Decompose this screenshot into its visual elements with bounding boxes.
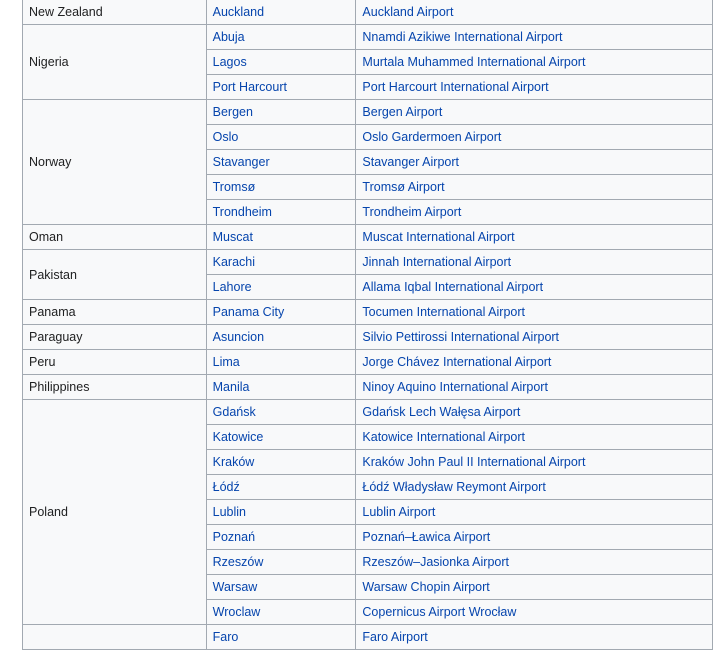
city-link[interactable]: Warsaw xyxy=(212,580,258,594)
city-cell xyxy=(206,25,356,50)
country-cell: Panama xyxy=(23,300,207,325)
city-cell xyxy=(206,50,356,75)
table-row xyxy=(23,350,713,375)
airport-link[interactable]: Bergen Airport xyxy=(362,105,443,119)
airport-cell xyxy=(356,525,713,550)
city-link[interactable]: Tromsø xyxy=(212,180,256,194)
city-cell xyxy=(206,75,356,100)
city-link[interactable]: Łódź xyxy=(212,480,240,494)
city-cell xyxy=(206,250,356,275)
airport-link[interactable]: Copernicus Airport Wrocław xyxy=(362,605,517,619)
country-cell: New Zealand xyxy=(23,0,207,25)
airport-cell xyxy=(356,375,713,400)
city-cell xyxy=(206,125,356,150)
airport-link[interactable]: Murtala Muhammed International Airport xyxy=(362,55,586,69)
city-link[interactable]: Poznań xyxy=(212,530,256,544)
table-row xyxy=(23,300,713,325)
airport-link[interactable]: Auckland Airport xyxy=(362,5,454,19)
city-cell xyxy=(206,100,356,125)
city-link[interactable]: Lima xyxy=(212,355,240,369)
city-link[interactable]: Oslo xyxy=(212,130,239,144)
airport-link[interactable]: Faro Airport xyxy=(362,630,428,644)
airport-link[interactable]: Lublin Airport xyxy=(362,505,436,519)
airport-link[interactable]: Ninoy Aquino International Airport xyxy=(362,380,548,394)
city-link[interactable]: Kraków xyxy=(212,455,255,469)
city-cell xyxy=(206,150,356,175)
city-link[interactable]: Bergen xyxy=(212,105,253,119)
city-link[interactable]: Lublin xyxy=(212,505,247,519)
city-cell xyxy=(206,525,356,550)
city-cell xyxy=(206,575,356,600)
country-cell: Paraguay xyxy=(23,325,207,350)
airport-link[interactable]: Gdańsk Lech Wałęsa Airport xyxy=(362,405,521,419)
city-cell xyxy=(206,625,356,650)
table-row xyxy=(23,325,713,350)
airport-link[interactable]: Tromsø Airport xyxy=(362,180,445,194)
airport-cell xyxy=(356,425,713,450)
city-cell xyxy=(206,500,356,525)
airport-link[interactable]: Katowice International Airport xyxy=(362,430,525,444)
airport-link[interactable]: Silvio Pettirossi International Airport xyxy=(362,330,560,344)
city-link[interactable]: Katowice xyxy=(212,430,264,444)
city-link[interactable]: Auckland xyxy=(212,5,265,19)
city-cell xyxy=(206,450,356,475)
city-link[interactable]: Gdańsk xyxy=(212,405,256,419)
airport-cell xyxy=(356,500,713,525)
city-cell xyxy=(206,275,356,300)
airport-link[interactable]: Kraków John Paul II International Airport xyxy=(362,455,586,469)
airport-cell xyxy=(356,250,713,275)
city-cell xyxy=(206,400,356,425)
airport-cell xyxy=(356,125,713,150)
city-link[interactable]: Trondheim xyxy=(212,205,272,219)
country-cell: Nigeria xyxy=(23,25,207,100)
airport-cell xyxy=(356,100,713,125)
city-link[interactable]: Asuncion xyxy=(212,330,265,344)
city-link[interactable]: Wroclaw xyxy=(212,605,261,619)
country-cell xyxy=(23,625,207,650)
airport-link[interactable]: Tocumen International Airport xyxy=(362,305,525,319)
airport-cell xyxy=(356,50,713,75)
city-cell xyxy=(206,0,356,25)
airport-link[interactable]: Rzeszów–Jasionka Airport xyxy=(362,555,510,569)
airport-cell xyxy=(356,150,713,175)
airport-link[interactable]: Trondheim Airport xyxy=(362,205,462,219)
airport-link[interactable]: Poznań–Ławica Airport xyxy=(362,530,491,544)
city-cell xyxy=(206,325,356,350)
airport-cell xyxy=(356,550,713,575)
airport-cell xyxy=(356,25,713,50)
airport-cell xyxy=(356,475,713,500)
city-link[interactable]: Muscat xyxy=(212,230,253,244)
airport-cell xyxy=(356,350,713,375)
city-link[interactable]: Lagos xyxy=(212,55,247,69)
city-link[interactable]: Rzeszów xyxy=(212,555,264,569)
city-cell xyxy=(206,300,356,325)
city-cell xyxy=(206,475,356,500)
country-cell: Philippines xyxy=(23,375,207,400)
airport-cell xyxy=(356,200,713,225)
airport-cell xyxy=(356,175,713,200)
country-cell: Peru xyxy=(23,350,207,375)
city-cell xyxy=(206,225,356,250)
airport-link[interactable]: Allama Iqbal International Airport xyxy=(362,280,544,294)
airport-link[interactable]: Jorge Chávez International Airport xyxy=(362,355,552,369)
airport-link[interactable]: Łódź Władysław Reymont Airport xyxy=(362,480,546,494)
airport-cell xyxy=(356,325,713,350)
city-link[interactable]: Panama City xyxy=(212,305,285,319)
country-cell: Oman xyxy=(23,225,207,250)
city-link[interactable]: Abuja xyxy=(212,30,245,44)
airport-link[interactable]: Stavanger Airport xyxy=(362,155,459,169)
city-cell xyxy=(206,425,356,450)
table-row xyxy=(23,225,713,250)
table-row xyxy=(23,25,713,50)
airport-cell xyxy=(356,300,713,325)
airport-cell xyxy=(356,625,713,650)
airport-link[interactable]: Warsaw Chopin Airport xyxy=(362,580,490,594)
table-row xyxy=(23,400,713,425)
airport-cell xyxy=(356,450,713,475)
airport-cell xyxy=(356,600,713,625)
airport-link[interactable]: Nnamdi Azikiwe International Airport xyxy=(362,30,563,44)
airport-link[interactable]: Jinnah International Airport xyxy=(362,255,512,269)
city-cell xyxy=(206,175,356,200)
city-link[interactable]: Lahore xyxy=(212,280,252,294)
city-link[interactable]: Faro xyxy=(212,630,239,644)
country-cell: Poland xyxy=(23,400,207,625)
airports-table-wrapper xyxy=(22,0,713,650)
airport-cell xyxy=(356,575,713,600)
airport-link[interactable]: Port Harcourt International Airport xyxy=(362,80,549,94)
airport-cell xyxy=(356,0,713,25)
city-link[interactable]: Karachi xyxy=(212,255,256,269)
table-row xyxy=(23,625,713,650)
table-row xyxy=(23,0,713,25)
city-cell xyxy=(206,350,356,375)
airport-cell xyxy=(356,225,713,250)
airports-table-body xyxy=(23,0,713,650)
airports-table xyxy=(22,0,713,650)
table-row xyxy=(23,250,713,275)
airport-link[interactable]: Muscat International Airport xyxy=(362,230,515,244)
airport-cell xyxy=(356,400,713,425)
airport-cell xyxy=(356,275,713,300)
country-cell: Norway xyxy=(23,100,207,225)
city-link[interactable]: Manila xyxy=(212,380,250,394)
city-cell xyxy=(206,600,356,625)
city-cell xyxy=(206,200,356,225)
city-link[interactable]: Port Harcourt xyxy=(212,80,287,94)
country-cell: Pakistan xyxy=(23,250,207,300)
city-cell xyxy=(206,375,356,400)
table-row xyxy=(23,375,713,400)
airport-cell xyxy=(356,75,713,100)
city-link[interactable]: Stavanger xyxy=(212,155,270,169)
airport-link[interactable]: Oslo Gardermoen Airport xyxy=(362,130,502,144)
city-cell xyxy=(206,550,356,575)
table-row xyxy=(23,100,713,125)
